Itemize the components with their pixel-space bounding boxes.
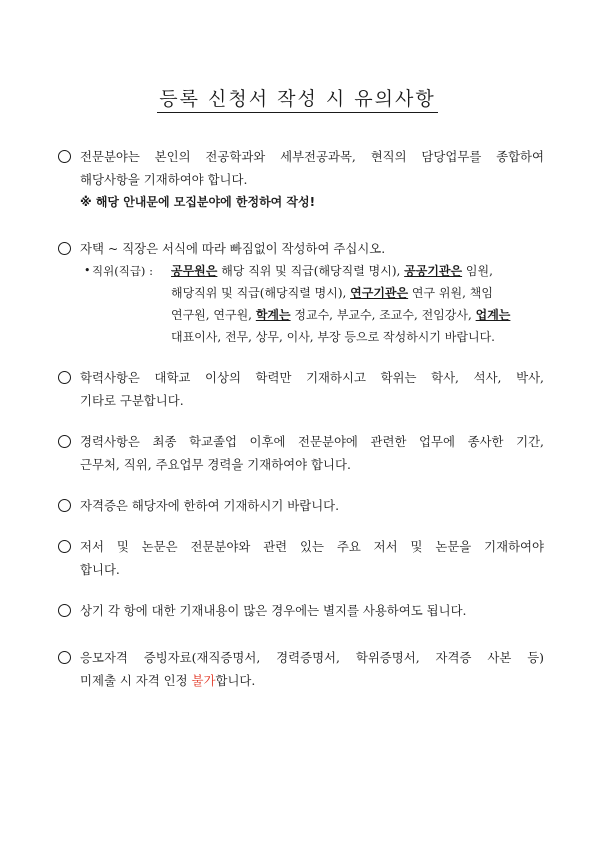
position-text: 연구 위원, 책임 (408, 286, 493, 300)
emphasis-public-institution: 공공기관은 (404, 264, 463, 278)
position-text: 정교수, 부교수, 조교수, 전임강사, (290, 308, 476, 322)
specialty-note: ※ 해당 안내문에 모집분야에 한정하여 작성! (80, 195, 316, 209)
documents-text: 합니다. (215, 673, 256, 688)
list-item-line: 자택 ~ 직장은 서식에 따라 빠짐없이 작성하여 주십시오. (80, 241, 386, 256)
not-accepted-emphasis: 불가 (191, 673, 216, 688)
list-item-line: 학력사항은 대학교 이상의 학력만 기재하시고 학위는 학사, 석사, 박사, (80, 370, 544, 385)
position-line (171, 304, 544, 326)
position-text: 연구원, 연구원, (171, 308, 256, 322)
position-text: 해당직위 및 직급(해당직렬 명시), (171, 286, 351, 300)
circle-bullet-icon (58, 150, 71, 163)
list-item-specialty (58, 145, 544, 191)
list-item-line: 근무처, 직위, 주요업무 경력을 기재하여야 합니다. (80, 457, 351, 472)
position-line: 대표이사, 전무, 상무, 이사, 부장 등으로 작성하시기 바랍니다. (171, 330, 495, 344)
circle-bullet-icon (58, 604, 71, 617)
list-item-career (58, 430, 544, 476)
position-line (171, 282, 544, 304)
list-item-line: 합니다. (80, 562, 120, 577)
list-item-line: 경력사항은 최종 학교졸업 이후에 전문분야에 관련한 업무에 종사한 기간, (80, 434, 544, 449)
dot-bullet-icon: • (84, 264, 91, 277)
position-line (171, 260, 544, 282)
documents-text: 미제출 시 자격 인정 (80, 673, 192, 688)
emphasis-research-institute: 연구기관은 (350, 286, 409, 300)
list-item-line: 자격증은 해당자에 한하여 기재하시기 바랍니다. (80, 498, 340, 513)
emphasis-industry: 업계는 (475, 308, 511, 322)
list-item-certificate (58, 494, 544, 517)
list-item-line: 해당사항을 기재하여야 합니다. (80, 172, 248, 187)
position-text: 해당 직위 및 직급(해당직렬 명시), (217, 264, 405, 278)
circle-bullet-icon (58, 435, 71, 448)
page-title-text: 등록 신청서 작성 시 유의사항 (157, 88, 437, 113)
position-label: 직위(직급) : (92, 264, 153, 278)
circle-bullet-icon (58, 371, 71, 384)
circle-bullet-icon (58, 242, 71, 255)
list-item-line: 응모자격 증빙자료(재직증명서, 경력증명서, 학위증명서, 자격증 사본 등) (80, 650, 544, 665)
circle-bullet-icon (58, 499, 71, 512)
list-item-line: 전문분야는 본인의 전공학과와 세부전공과목, 현직의 담당업무를 종합하여 (80, 149, 544, 164)
list-item-address (58, 237, 544, 260)
circle-bullet-icon (58, 651, 71, 664)
circle-bullet-icon (58, 540, 71, 553)
list-item-line (80, 669, 544, 692)
list-item-extra-sheet (58, 599, 544, 622)
list-item-line: 저서 및 논문은 전문분야와 관련 있는 주요 저서 및 논문을 기재하여야 (80, 539, 544, 554)
emphasis-public-servant: 공무원은 (171, 264, 218, 278)
position-detail (58, 260, 544, 348)
list-item-publications (58, 535, 544, 581)
guidelines-list (58, 145, 544, 692)
list-item-documents (58, 646, 544, 692)
emphasis-academia: 학계는 (255, 308, 291, 322)
position-text: 임원, (462, 264, 493, 278)
page-title (0, 84, 595, 111)
list-item-education (58, 366, 544, 412)
list-item-line: 기타로 구분합니다. (80, 393, 184, 408)
list-item-line: 상기 각 항에 대한 기재내용이 많은 경우에는 별지를 사용하여도 됩니다. (80, 603, 467, 618)
